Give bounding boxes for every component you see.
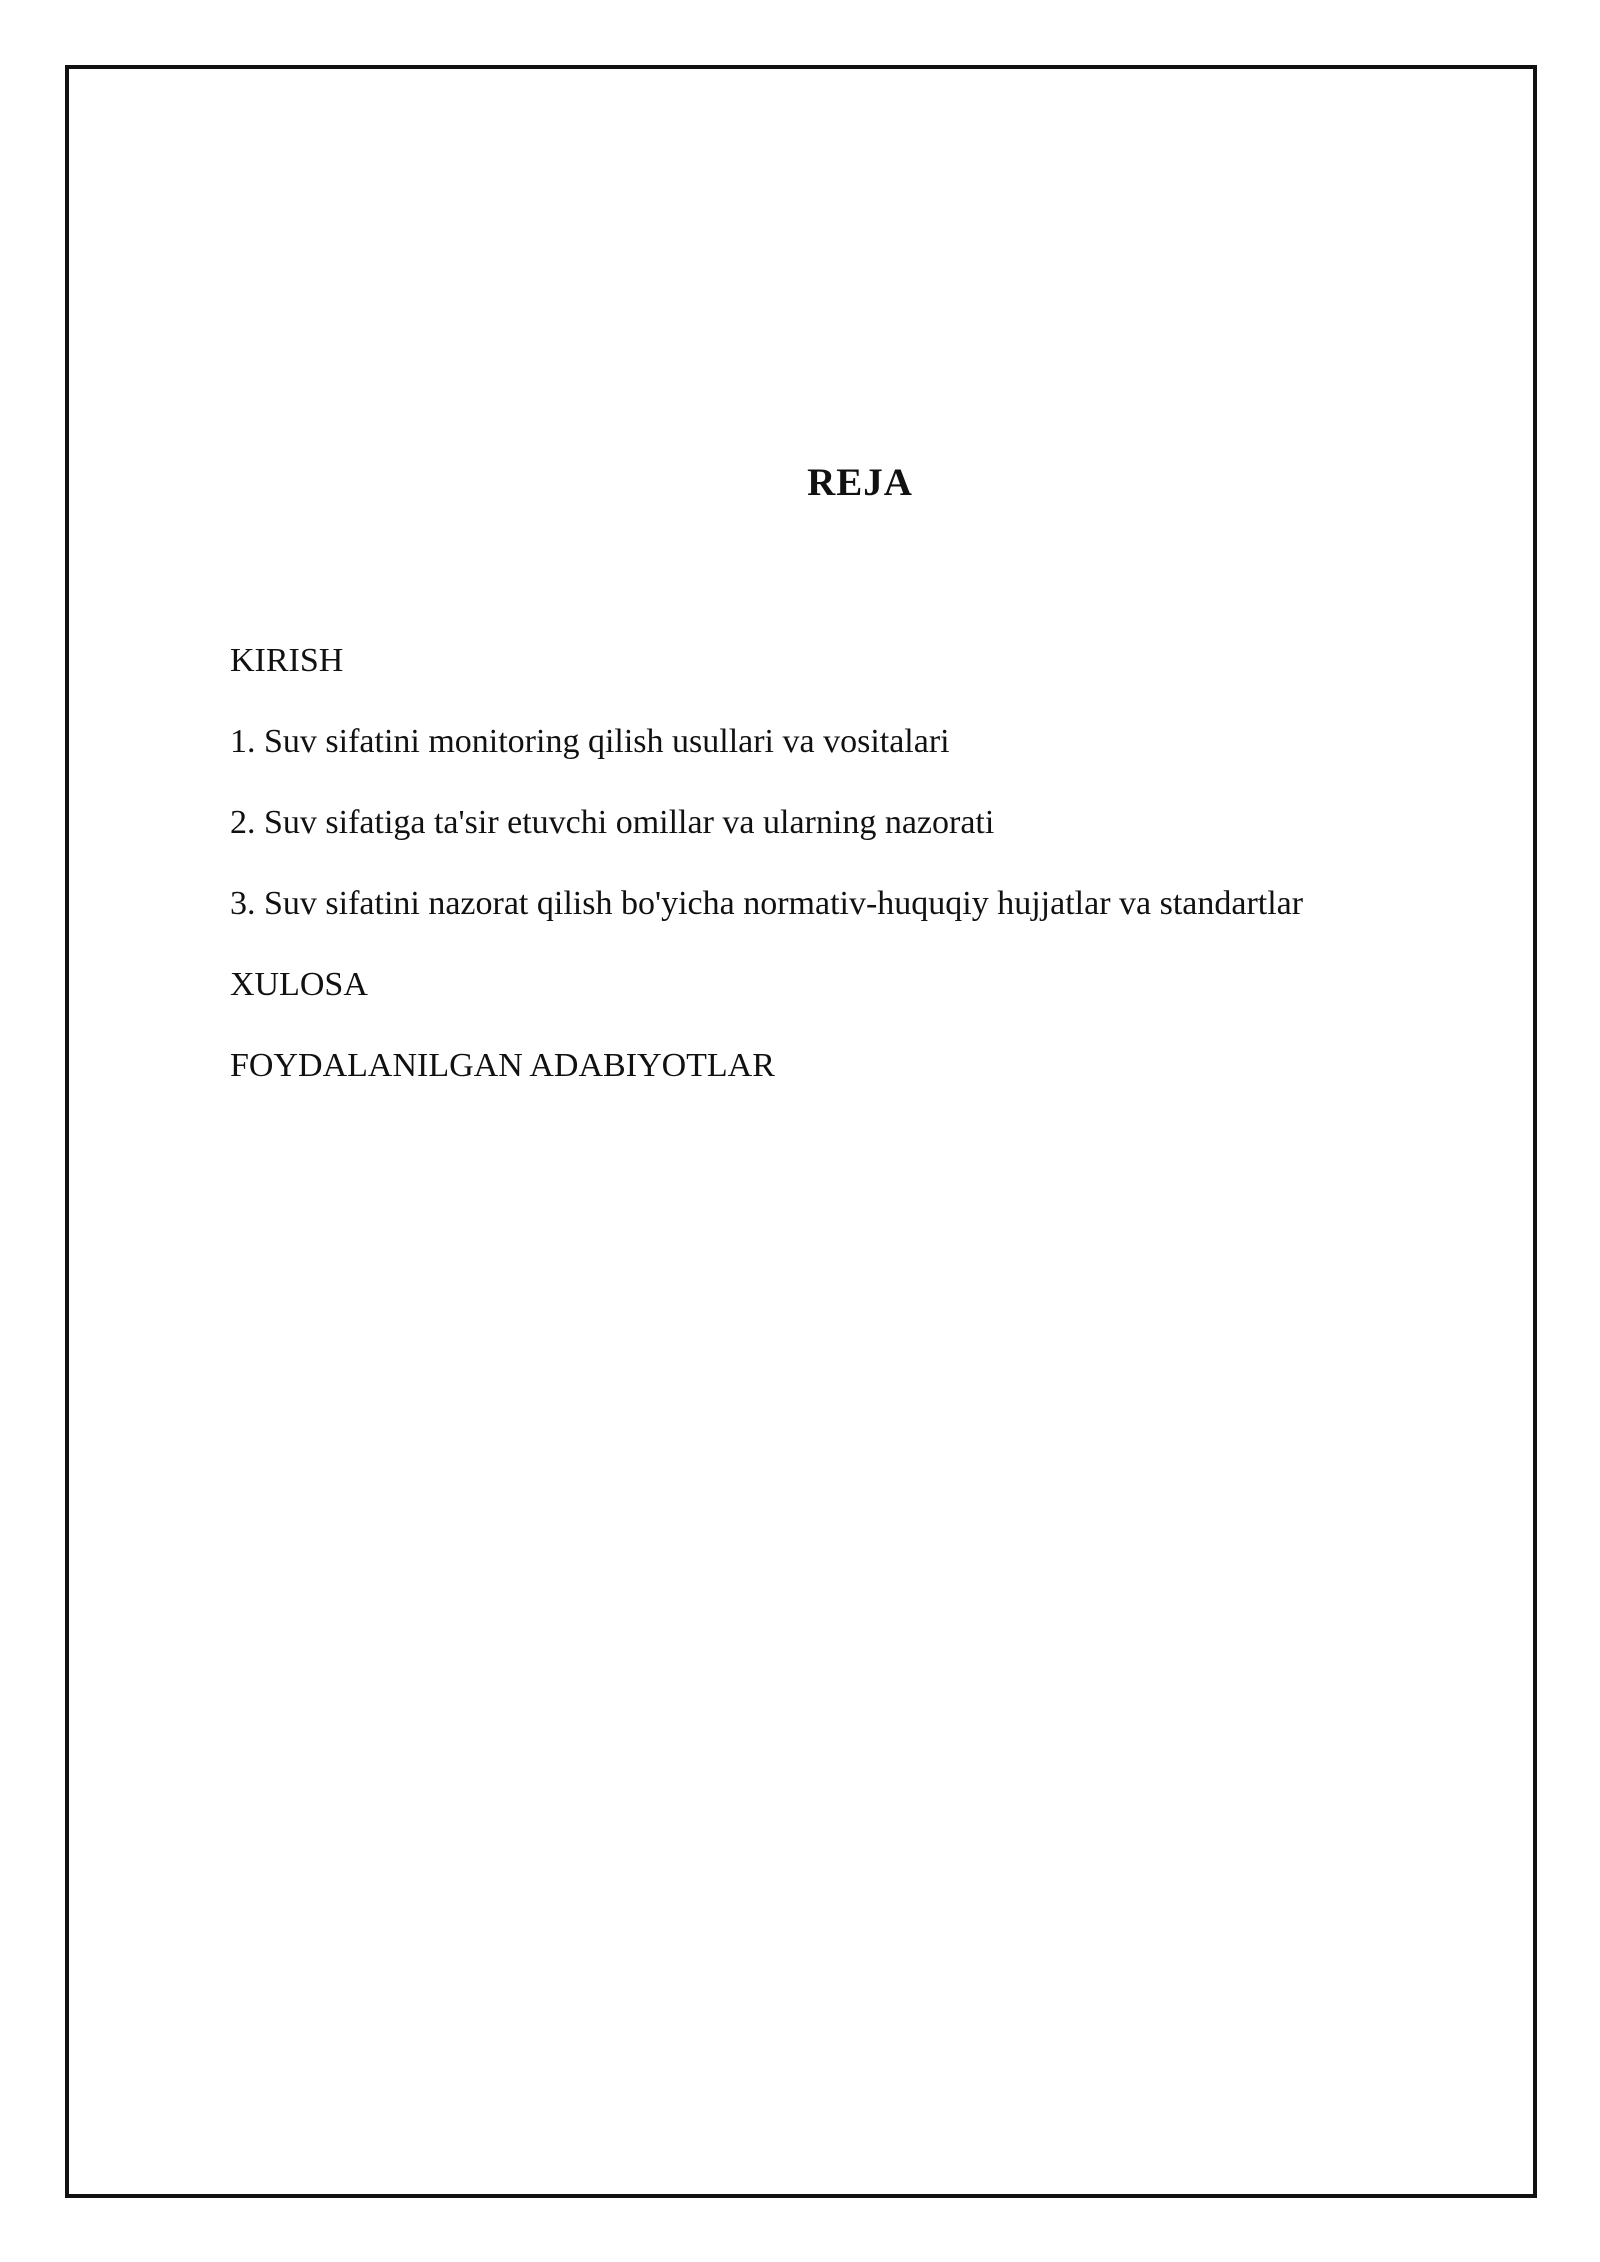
plan-item-conclusion: XULOSA bbox=[230, 966, 368, 1003]
plan-item-references: FOYDALANILGAN ADABIYOTLAR bbox=[230, 1047, 775, 1084]
plan-item-introduction: KIRISH bbox=[230, 642, 344, 679]
page-title: REJA bbox=[807, 461, 913, 504]
page-border bbox=[65, 65, 1537, 2198]
plan-item-1: 1. Suv sifatini monitoring qilish usullari va vositalari bbox=[230, 723, 950, 760]
plan-item-3: 3. Suv sifatini nazorat qilish bo'yicha normativ-huquqiy hujjatlar va standartlar bbox=[230, 885, 1304, 922]
plan-list bbox=[230, 640, 1303, 1126]
plan-item-2: 2. Suv sifatiga ta'sir etuvchi omillar va ularning nazorati bbox=[230, 804, 995, 841]
